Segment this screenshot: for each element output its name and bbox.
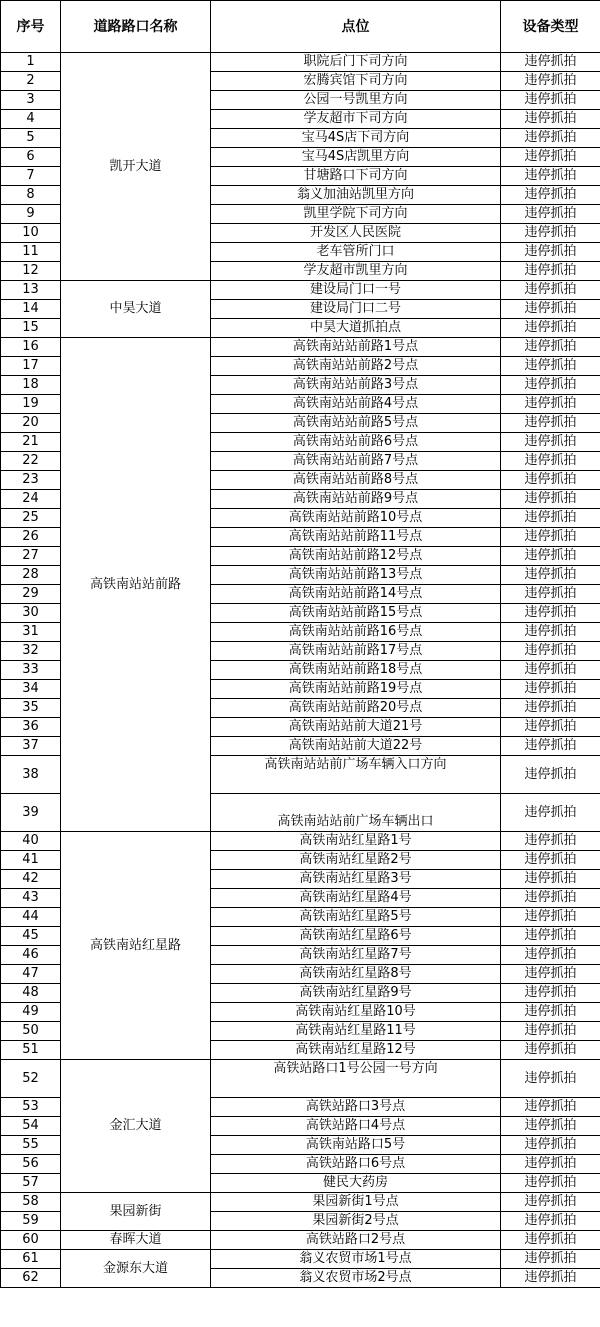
- road-name: 春晖大道: [61, 1231, 211, 1250]
- row-number: 39: [1, 794, 61, 832]
- device-type: 违停抓拍: [501, 851, 600, 870]
- device-type: 违停抓拍: [501, 946, 600, 965]
- device-type: 违停抓拍: [501, 414, 600, 433]
- device-type: 违停抓拍: [501, 718, 600, 737]
- location: 高铁南站站前路3号点: [211, 376, 501, 395]
- row-number: 1: [1, 53, 61, 72]
- location: 老车管所门口: [211, 243, 501, 262]
- location: 高铁南站红星路8号: [211, 965, 501, 984]
- device-type: 违停抓拍: [501, 528, 600, 547]
- device-type: 违停抓拍: [501, 1022, 600, 1041]
- device-type: 违停抓拍: [501, 509, 600, 528]
- row-number: 13: [1, 281, 61, 300]
- location: 高铁南站站前路9号点: [211, 490, 501, 509]
- road-name: 凯开大道: [61, 53, 211, 281]
- device-type: 违停抓拍: [501, 205, 600, 224]
- location: 高铁站路口4号点: [211, 1117, 501, 1136]
- device-type: 违停抓拍: [501, 224, 600, 243]
- row-number: 38: [1, 756, 61, 794]
- location: 高铁南站站前路8号点: [211, 471, 501, 490]
- location: 高铁南站站前广场车辆入口方向: [211, 756, 501, 794]
- device-type: 违停抓拍: [501, 1193, 600, 1212]
- device-type: 违停抓拍: [501, 1250, 600, 1269]
- device-type: 违停抓拍: [501, 1136, 600, 1155]
- device-type: 违停抓拍: [501, 1212, 600, 1231]
- device-type: 违停抓拍: [501, 832, 600, 851]
- device-type: 违停抓拍: [501, 262, 600, 281]
- device-type: 违停抓拍: [501, 794, 600, 832]
- location: 甘塘路口下司方向: [211, 167, 501, 186]
- row-number: 52: [1, 1060, 61, 1098]
- location: 高铁南站红星路4号: [211, 889, 501, 908]
- row-number: 31: [1, 623, 61, 642]
- row-number: 24: [1, 490, 61, 509]
- row-number: 20: [1, 414, 61, 433]
- location: 高铁南站站前路17号点: [211, 642, 501, 661]
- location: 高铁南站站前路15号点: [211, 604, 501, 623]
- table-row: [1, 281, 600, 300]
- device-type: 违停抓拍: [501, 1174, 600, 1193]
- device-type: 违停抓拍: [501, 889, 600, 908]
- device-type: 违停抓拍: [501, 148, 600, 167]
- location: 高铁站路口2号点: [211, 1231, 501, 1250]
- road-name: 金汇大道: [61, 1060, 211, 1193]
- device-type: 违停抓拍: [501, 984, 600, 1003]
- row-number: 40: [1, 832, 61, 851]
- device-type: 违停抓拍: [501, 642, 600, 661]
- device-type: 违停抓拍: [501, 319, 600, 338]
- location: 高铁站路口1号公园一号方向: [211, 1060, 501, 1098]
- location: 凯里学院下司方向: [211, 205, 501, 224]
- location: 高铁南站站前路14号点: [211, 585, 501, 604]
- location: 开发区人民医院: [211, 224, 501, 243]
- location: 高铁南站红星路7号: [211, 946, 501, 965]
- device-type: 违停抓拍: [501, 433, 600, 452]
- table-row: [1, 1250, 600, 1269]
- device-type: 违停抓拍: [501, 699, 600, 718]
- location: 翁义农贸市场2号点: [211, 1269, 501, 1288]
- device-type: 违停抓拍: [501, 1231, 600, 1250]
- table-row: [1, 832, 600, 851]
- location: 翁义加油站凯里方向: [211, 186, 501, 205]
- device-type: 违停抓拍: [501, 1098, 600, 1117]
- device-type: 违停抓拍: [501, 452, 600, 471]
- header-row: [1, 1, 600, 53]
- row-number: 60: [1, 1231, 61, 1250]
- row-number: 61: [1, 1250, 61, 1269]
- device-type: 违停抓拍: [501, 300, 600, 319]
- device-type: 违停抓拍: [501, 129, 600, 148]
- location: 建设局门口二号: [211, 300, 501, 319]
- row-number: 5: [1, 129, 61, 148]
- device-type: 违停抓拍: [501, 870, 600, 889]
- row-number: 4: [1, 110, 61, 129]
- row-number: 59: [1, 1212, 61, 1231]
- device-type: 违停抓拍: [501, 547, 600, 566]
- row-number: 51: [1, 1041, 61, 1060]
- table-row: [1, 1231, 600, 1250]
- location: 健民大药房: [211, 1174, 501, 1193]
- device-type: 违停抓拍: [501, 490, 600, 509]
- row-number: 42: [1, 870, 61, 889]
- row-number: 35: [1, 699, 61, 718]
- table-row: [1, 338, 600, 357]
- road-name: 高铁南站站前路: [61, 338, 211, 832]
- row-number: 25: [1, 509, 61, 528]
- device-type: 违停抓拍: [501, 338, 600, 357]
- device-type: 违停抓拍: [501, 186, 600, 205]
- row-number: 49: [1, 1003, 61, 1022]
- row-number: 36: [1, 718, 61, 737]
- location: 公园一号凯里方向: [211, 91, 501, 110]
- row-number: 12: [1, 262, 61, 281]
- device-type: 违停抓拍: [501, 1117, 600, 1136]
- row-number: 34: [1, 680, 61, 699]
- row-number: 18: [1, 376, 61, 395]
- row-number: 54: [1, 1117, 61, 1136]
- location: 高铁南站站前路1号点: [211, 338, 501, 357]
- device-type: 违停抓拍: [501, 908, 600, 927]
- row-number: 3: [1, 91, 61, 110]
- location: 高铁南站红星路6号: [211, 927, 501, 946]
- table-row: [1, 53, 600, 72]
- location: 果园新街2号点: [211, 1212, 501, 1231]
- device-type: 违停抓拍: [501, 376, 600, 395]
- location: 高铁南站站前路5号点: [211, 414, 501, 433]
- location: 宝马4S店凯里方向: [211, 148, 501, 167]
- device-type: 违停抓拍: [501, 395, 600, 414]
- device-type: 违停抓拍: [501, 91, 600, 110]
- device-type: 违停抓拍: [501, 1041, 600, 1060]
- location: 高铁南站红星路2号: [211, 851, 501, 870]
- row-number: 32: [1, 642, 61, 661]
- row-number: 28: [1, 566, 61, 585]
- device-type: 违停抓拍: [501, 680, 600, 699]
- location: 高铁站路口3号点: [211, 1098, 501, 1117]
- row-number: 57: [1, 1174, 61, 1193]
- row-number: 62: [1, 1269, 61, 1288]
- road-name: 金源东大道: [61, 1250, 211, 1288]
- row-number: 15: [1, 319, 61, 338]
- device-type: 违停抓拍: [501, 623, 600, 642]
- location: 高铁南站红星路9号: [211, 984, 501, 1003]
- row-number: 17: [1, 357, 61, 376]
- row-number: 26: [1, 528, 61, 547]
- row-number: 7: [1, 167, 61, 186]
- row-number: 45: [1, 927, 61, 946]
- location: 高铁站路口6号点: [211, 1155, 501, 1174]
- device-type: 违停抓拍: [501, 53, 600, 72]
- row-number: 58: [1, 1193, 61, 1212]
- row-number: 50: [1, 1022, 61, 1041]
- device-type: 违停抓拍: [501, 737, 600, 756]
- location: 高铁南站红星路1号: [211, 832, 501, 851]
- road-name: 高铁南站红星路: [61, 832, 211, 1060]
- row-number: 29: [1, 585, 61, 604]
- location: 建设局门口一号: [211, 281, 501, 300]
- device-type: 违停抓拍: [501, 1155, 600, 1174]
- header-road: 道路路口名称: [61, 1, 211, 53]
- location: 高铁南站站前路6号点: [211, 433, 501, 452]
- row-number: 21: [1, 433, 61, 452]
- row-number: 37: [1, 737, 61, 756]
- row-number: 10: [1, 224, 61, 243]
- location: 果园新街1号点: [211, 1193, 501, 1212]
- row-number: 44: [1, 908, 61, 927]
- device-type: 违停抓拍: [501, 566, 600, 585]
- row-number: 9: [1, 205, 61, 224]
- device-type: 违停抓拍: [501, 357, 600, 376]
- location: 学友超市下司方向: [211, 110, 501, 129]
- device-type: 违停抓拍: [501, 585, 600, 604]
- row-number: 30: [1, 604, 61, 623]
- row-number: 11: [1, 243, 61, 262]
- location: 高铁南站站前路10号点: [211, 509, 501, 528]
- location: 高铁南站站前路7号点: [211, 452, 501, 471]
- location: 高铁南站站前路16号点: [211, 623, 501, 642]
- row-number: 53: [1, 1098, 61, 1117]
- row-number: 56: [1, 1155, 61, 1174]
- location: 高铁南站站前路13号点: [211, 566, 501, 585]
- table-body: [1, 53, 600, 1288]
- location: 高铁南站站前路19号点: [211, 680, 501, 699]
- device-type: 违停抓拍: [501, 471, 600, 490]
- row-number: 46: [1, 946, 61, 965]
- location: 职院后门下司方向: [211, 53, 501, 72]
- location: 高铁南站红星路10号: [211, 1003, 501, 1022]
- row-number: 14: [1, 300, 61, 319]
- device-type: 违停抓拍: [501, 110, 600, 129]
- location: 高铁南站站前路12号点: [211, 547, 501, 566]
- row-number: 22: [1, 452, 61, 471]
- location: 高铁南站站前路2号点: [211, 357, 501, 376]
- row-number: 41: [1, 851, 61, 870]
- location: 高铁南站站前路18号点: [211, 661, 501, 680]
- device-type: 违停抓拍: [501, 965, 600, 984]
- device-type: 违停抓拍: [501, 756, 600, 794]
- device-type: 违停抓拍: [501, 243, 600, 262]
- location: 高铁南站站前路20号点: [211, 699, 501, 718]
- device-type: 违停抓拍: [501, 661, 600, 680]
- location: 高铁南站站前广场车辆出口: [211, 794, 501, 832]
- location: 高铁南站红星路5号: [211, 908, 501, 927]
- road-name: 中昊大道: [61, 281, 211, 338]
- device-type: 违停抓拍: [501, 1060, 600, 1098]
- location: 宏腾宾馆下司方向: [211, 72, 501, 91]
- location: 中昊大道抓拍点: [211, 319, 501, 338]
- location: 高铁南站红星路11号: [211, 1022, 501, 1041]
- table-row: [1, 1193, 600, 1212]
- device-type: 违停抓拍: [501, 604, 600, 623]
- location: 高铁南站站前路11号点: [211, 528, 501, 547]
- row-number: 8: [1, 186, 61, 205]
- device-type: 违停抓拍: [501, 72, 600, 91]
- row-number: 2: [1, 72, 61, 91]
- location: 高铁南站红星路3号: [211, 870, 501, 889]
- road-name: 果园新街: [61, 1193, 211, 1231]
- row-number: 47: [1, 965, 61, 984]
- location: 学友超市凯里方向: [211, 262, 501, 281]
- location: 高铁南站站前大道22号: [211, 737, 501, 756]
- row-number: 27: [1, 547, 61, 566]
- header-no: 序号: [1, 1, 61, 53]
- row-number: 6: [1, 148, 61, 167]
- location: 高铁南站红星路12号: [211, 1041, 501, 1060]
- row-number: 16: [1, 338, 61, 357]
- row-number: 23: [1, 471, 61, 490]
- row-number: 43: [1, 889, 61, 908]
- row-number: 33: [1, 661, 61, 680]
- device-type: 违停抓拍: [501, 281, 600, 300]
- row-number: 48: [1, 984, 61, 1003]
- row-number: 55: [1, 1136, 61, 1155]
- table-row: [1, 1060, 600, 1098]
- header-device-type: 设备类型: [501, 1, 600, 53]
- location: 高铁南站站前大道21号: [211, 718, 501, 737]
- location: 高铁南站路口5号: [211, 1136, 501, 1155]
- location: 宝马4S店下司方向: [211, 129, 501, 148]
- location: 高铁南站站前路4号点: [211, 395, 501, 414]
- device-type: 违停抓拍: [501, 927, 600, 946]
- device-type: 违停抓拍: [501, 1269, 600, 1288]
- location: 翁义农贸市场1号点: [211, 1250, 501, 1269]
- header-location: 点位: [211, 1, 501, 53]
- device-type: 违停抓拍: [501, 1003, 600, 1022]
- row-number: 19: [1, 395, 61, 414]
- device-type: 违停抓拍: [501, 167, 600, 186]
